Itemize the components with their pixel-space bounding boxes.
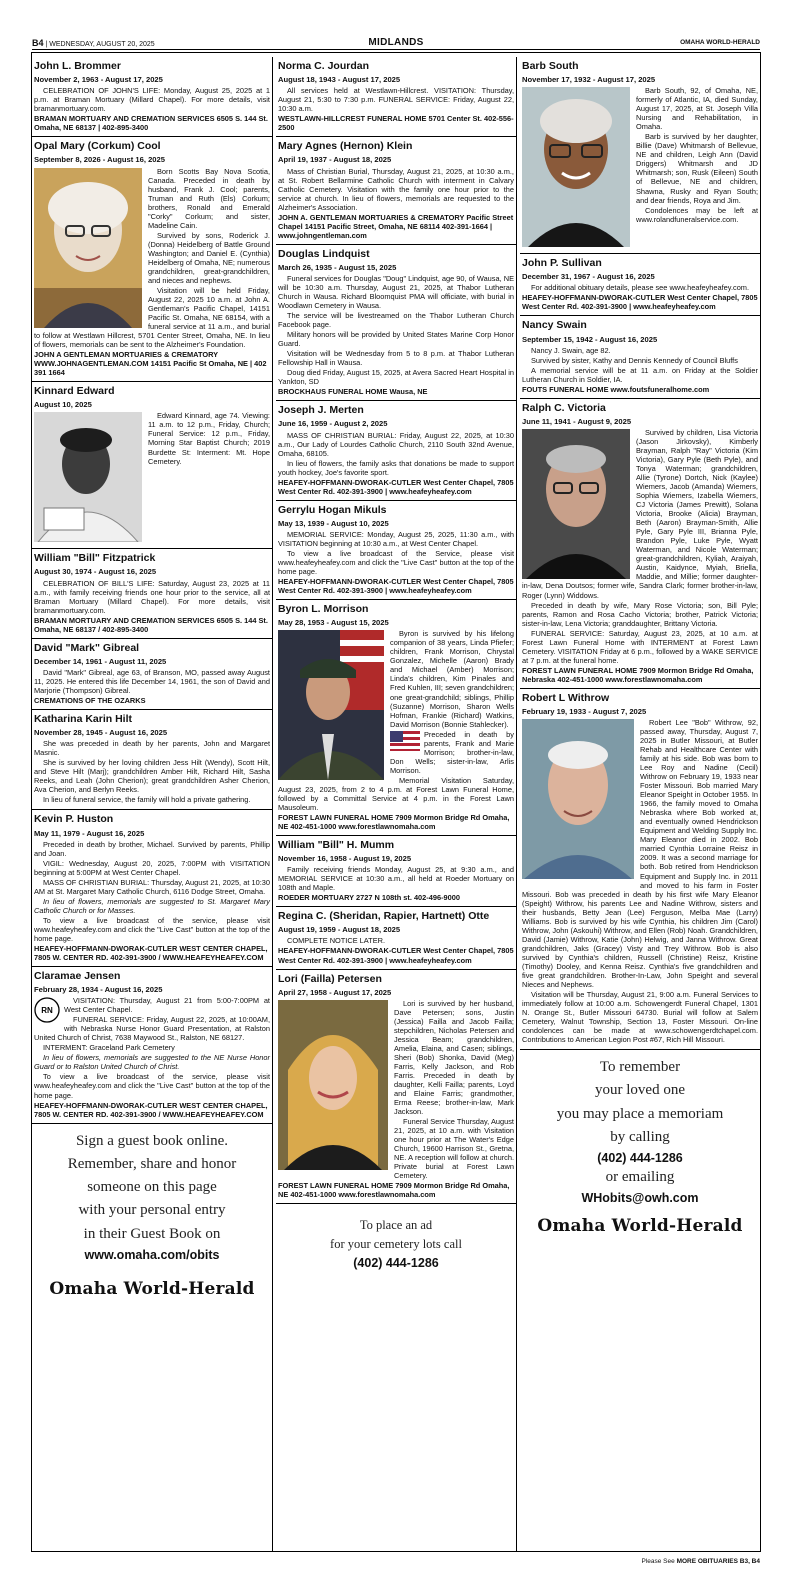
- obituary: [32, 382, 272, 549]
- guestbook-ad: [32, 1124, 272, 1300]
- obituary: [32, 137, 272, 382]
- obit-dates: February 28, 1934 - August 16, 2025: [34, 985, 163, 995]
- obit-name: Mary Agnes (Hernon) Klein: [278, 140, 413, 153]
- portrait-photo: [34, 412, 142, 542]
- obituary: [32, 639, 272, 710]
- obit-text: She was preceded in death by her parents, John and Margaret Masnic.: [34, 739, 270, 758]
- obit-dates: August 10, 2025: [34, 400, 92, 410]
- obit-text: Funeral Service Thursday, August 21, 2025, at 10 a.m. with Visitation one hour prior at The Water's Edge Church, 19600 Harrison St., Gretna, NE. A reception will follow at church. Private burial at Forest Lawn Cemetery.: [394, 1117, 514, 1181]
- obit-text: Survived by sister, Kathy and Dennis Kennedy of Council Bluffs: [531, 355, 738, 365]
- obituary: [520, 399, 760, 689]
- funeral-home: JOHN A. GENTLEMAN MORTUARIES & CREMATORY Pacific Street Chapel 14151 Pacific Street, Omaha, NE 68114 402-391-1664 | www.johngentleman.com: [278, 212, 514, 240]
- ad-text: by calling: [610, 1128, 670, 1145]
- obit-text: Born Scotts Bay Nova Scotia, Canada. Preceded in death by husband, Frank J. Cool; parents, Truman and Ruth (Els) Corkum; brothers, Ronald and Emerald "Corky" Corkum; and sister, Madeline Cain.: [148, 166, 270, 230]
- ad-text: you may place a memoriam: [556, 1105, 724, 1122]
- obit-text: Lori is survived by her husband, Dave Petersen; sons, Justin (Jessica) Failla and Jacob Failla; stepchildren, Nicholas Petersen and Jessica Beam; grandchildren, Amelia, Elaina, and Casen; siblings, Sheri (Bob) Shonka, David (Meg) Farris, Kelly Jackson, and Rob Farris. Preceded in death by daughter, Kelli Failla; parents, Loyd and Elaine Farris; grandmother, Erma Reese; brother-in-law, Mark Jackson.: [394, 998, 514, 1117]
- column-divider: [516, 57, 517, 1552]
- obit-text: Family receiving friends Monday, August 25, at 9:30 a.m., and MEMORIAL SERVICE at 10:30 a.m., all held at Roeder Mortuary on 108th and Maple.: [278, 865, 514, 893]
- obit-name: William "Bill" H. Mumm: [278, 838, 395, 851]
- obit-text: FUNERAL SERVICE: Friday, August 22, 2025, at 10:00AM, with Nebraska Nurse Honor Guard Presentation, at Ralston United Church of Christ, 7638 Maywood St., Ralston, NE 68127.: [34, 1015, 270, 1043]
- funeral-home: FOREST LAWN FUNERAL HOME 7909 Mormon Bridge Rd Omaha, NE 402-451-1000 www.forestlawnomaha.com: [278, 812, 510, 831]
- obit-dates: April 19, 1937 - August 18, 2025: [278, 155, 392, 165]
- funeral-home: JOHN A GENTLEMAN MORTUARIES & CREMATORY WWW.JOHNAGENTLEMAN.COM 14151 Pacific St Omaha, NE | 402 391 1664: [34, 350, 267, 378]
- obituary: [32, 57, 272, 137]
- issue-date: WEDNESDAY, AUGUST 20, 2025: [49, 41, 155, 48]
- obit-dates: August 18, 1943 - August 17, 2025: [278, 75, 401, 85]
- continuation-note: [642, 1558, 761, 1566]
- obituary: [520, 316, 760, 398]
- ad-email[interactable]: WHobits@owh.com: [581, 1191, 699, 1206]
- obit-name: Kinnard Edward: [34, 385, 115, 398]
- memoriam-ad: [520, 1050, 760, 1237]
- funeral-home: HEAFEY-HOFFMANN-DWORAK-CUTLER West Center Chapel, 7805 West Center Rd. 402-391-3900 | www.heafeyheafey.com: [522, 293, 758, 312]
- ad-text: your loved one: [595, 1082, 685, 1099]
- obit-text: Visitation will be Wednesday from 5 to 8 p.m. at Thabor Lutheran Fellowship Hall in Wausa.: [278, 349, 514, 368]
- obit-text: For additional obituary details, please see www.heafeyheafey.com.: [531, 283, 750, 293]
- continuation-prefix: Please See: [641, 1558, 675, 1566]
- portrait-photo: [522, 429, 630, 579]
- obit-name: Opal Mary (Corkum) Cool: [34, 140, 161, 153]
- obit-text: Nancy J. Swain, age 82.: [531, 345, 611, 355]
- funeral-home: HEAFEY-HOFFMANN-DWORAK-CUTLER West Center Chapel, 7805 West Center Rd. 402-391-3900 | www.heafeyheafey.com: [278, 946, 514, 965]
- obit-name: Regina C. (Sheridan, Rapier, Hartnett) Otte: [278, 910, 490, 923]
- funeral-home: HEAFEY-HOFFMANN-DWORAK-CUTLER West Center Chapel, 7805 West Center Rd. 402-391-3900 | www.heafeyheafey.com: [278, 577, 514, 596]
- column-2: [276, 57, 516, 1552]
- funeral-home: FOUTS FUNERAL HOME www.foutsfuneralhome.com: [522, 384, 710, 394]
- obituary: [276, 245, 516, 402]
- ad-text: in their Guest Book on: [83, 1225, 221, 1242]
- funeral-home: HEAFEY-HOFFMANN-DWORAK-CUTLER West Center Chapel, 7805 West Center Rd. 402-391-3900 | www.heafeyheafey.com: [278, 477, 514, 496]
- obituary: [276, 401, 516, 500]
- obituary: [276, 907, 516, 969]
- obit-text: Robert Lee "Bob" Withrow, 92, passed away, Thursday, August 7, 2025 in Butler Missouri, at Butler Rehab and Healthcare Center with family at his side. Bob was born to Lee Roy and Nadine (Cecil) Withrow on February 19, 1933 near Foster Missouri. Bob married Mary Eleanor Speight in October 1955. In 1966, the family moved to Omaha Nebraska where Bob worked at, and eventually owned Hendrickson Equipment and Welding Supply Inc. Mary Eleanor died in 2002. Bob married Cynthia Lorraine Reisz in 2009. It was a second marriage for both. Bob retired from Hendrickson Equipment and Supply Inc. in 2011 and moved to his farm in Foster Missouri. Bob was preceded in death by his first wife Mary Eleanor (Speight) Withrow, his parents Lee and Nadine Withrow, sisters and their husbands, Betty Jean (Lee) Ferguson, Melba Mae (Larry) Williams. Bob is survived by his wife Cynthia, his children Jim (Carol) Withrow, John (Askouhi) Withrow, and Ellen (Rob) Noah. Grandchildren, David (Jamie) Withrow, Katie (John) Helwig, and Janna Withrow. Great grandchildren, Jaks (Gracey) Visty and Trey Withrow. Bob is also survived by Cynthia's children, Russell (Christine) Reisz, Kristine (Timothy) Dooley, and Kenna Reisz. Cynthia's five grandchildren and five great grandchildren. Brother-In-Law, John Speight and several Nieces and Nephews.: [522, 717, 758, 989]
- ad-phone[interactable]: (402) 444-1286: [597, 1151, 683, 1166]
- ad-phone[interactable]: (402) 444-1286: [353, 1255, 439, 1270]
- obit-dates: April 27, 1958 - August 17, 2025: [278, 987, 392, 997]
- page-number: B4: [32, 38, 44, 48]
- obit-text: To view a live broadcast of the service, please visit www.heafeyheafey.com and click the "Live Cast" button at the top of the home page.: [34, 1072, 270, 1100]
- obituary: [32, 810, 272, 967]
- obit-dates: May 13, 1939 - August 10, 2025: [278, 518, 389, 528]
- obit-name: David "Mark" Gibreal: [34, 641, 140, 654]
- obit-name: Douglas Lindquist: [278, 247, 370, 260]
- portrait-photo: [278, 630, 384, 780]
- obit-dates: February 19, 1933 - August 7, 2025: [522, 706, 647, 716]
- obit-text: Survived by sons, Roderick J. (Donna) Heidelberg of Battle Ground Washington; and Daniel E. (Cynthia) Heidelberg of Omaha, NE; numerous grandchildren, great-grandchildren, and nieces and nephews.: [148, 230, 270, 285]
- obituary: [32, 710, 272, 810]
- obit-name: Kevin P. Huston: [34, 813, 114, 826]
- obit-text: She is survived by her loving children Jess Hilt (Wendy), Scott Hilt, and Steve Hilt (Marj); grandchildren Amber Hilt, Richard Hilt, Sasha Reeks, and Leah (John Cherion); great grandchildren Asher Cherion, Ava Cherion, and Berlyn Reeks.: [34, 758, 270, 795]
- ad-text: Remember, share and honor: [67, 1155, 237, 1172]
- obit-dates: June 11, 1941 - August 9, 2025: [522, 416, 632, 426]
- ad-text: To place an ad: [359, 1218, 433, 1233]
- newspaper-logo: Omaha World-Herald: [49, 1278, 255, 1299]
- obit-text: Byron is survived by his lifelong companion of 38 years, Linda Pfiefer; children, Frank Morrison, Chrystal Gonzalez, Michelle (Aaron) Brady and Michael (Amber) Morrison; Linda's children, Kim Pinales and Fred Kuhlen, III; seven grandchildren; one great-grandchild; siblings, Phillip (Suzanne) Morrison, Sharon Wells Hofman, Frankie (Richard) Watkins, David Morrison (Bonnie Stahlecker).: [390, 629, 514, 729]
- ad-text: for your cemetery lots call: [330, 1237, 462, 1252]
- portrait-photo: [522, 719, 634, 879]
- obit-dates: August 19, 1959 - August 18, 2025: [278, 925, 401, 935]
- funeral-home: HEAFEY-HOFFMANN-DWORAK-CUTLER WEST CENTER CHAPEL, 7805 W. CENTER RD. 402-391-3900 / WWW.HEAFEYHEAFEY.COM: [34, 943, 268, 962]
- obit-text: Military honors will be provided by United States Marine Corp Honor Guard.: [278, 330, 514, 349]
- flag-icon: [390, 731, 420, 751]
- obit-text: Visitation will be Thursday, August 21, 9:00 a.m. Funeral Services to immediately follow at 10:00 a.m. Schowengerdt Funeral Chapel, 1301 N. Orange St., Butler Missouri 64730. Burial will follow at Salem Cemetery, Walnut Township, Section 13, Foster Missouri. On-line condolences can be made at www.schowengerdtchapel.com. Contributions to American Legion Post #67, Rich Hill Missouri.: [522, 989, 758, 1045]
- obituary: [276, 600, 516, 836]
- obituary: [276, 57, 516, 137]
- obit-text: CELEBRATION OF BILL'S LIFE: Saturday, August 23, 2025 at 11 a.m., with family receiving friends one hour prior to the service, all at Braman Mortuary (Millard Chapel). For more details, visit bramanmortuary.com.: [34, 578, 270, 615]
- badge-text: RN: [41, 1006, 53, 1016]
- obit-dates: June 16, 1959 - August 2, 2025: [278, 419, 388, 429]
- obituary: [520, 57, 760, 254]
- obit-text: In lieu of flowers, the family asks that donations be made to support youth hockey, Joe's favorite sport.: [278, 458, 514, 477]
- column-1: [32, 57, 272, 1552]
- portrait-photo: [34, 168, 142, 328]
- funeral-home: BRAMAN MORTUARY AND CREMATION SERVICES 6505 S. 144 St. Omaha, NE 68137 | 402-895-3400: [34, 114, 268, 133]
- obit-text: All services held at Westlawn-Hillcrest. VISITATION: Thursday, August 21, 5:30 to 7:30 p.m. FUNERAL SERVICE: Friday, August 22, 10:30 a.m.: [278, 86, 514, 114]
- obit-text: Survived by children, Lisa Victoria (Jason Jirkovsky), Kimberly Brayman, Ralph "Ray" Victoria (Kim Victoria), Gary Pyle (Beth Pyle), and Tonya Waterman; grandchildren, Allie (Tyrone) Dortch, Nick (Kaylee) Wiemers, Jacob (Amanda) Wiemers, Sophia Wiemers, Izabella Wiemers, CJ Victoria (James Prewitt), Solana Victoria, Brooke (Alicia) Brayman, Beth (Aaron) Brayman-Smith, Allie Pyle, Gary Pyle III, Brianna Pyle, Brandon Pyle, Luke Pyle, Wyatt Waterman, and Nicole Waterman; great-grandchildren, Kyliah, Araiyah, Austin, Kaidynce, Myiah, Briella, Maddie, and Millie; former daughter-in-law, Dena Doutsos; former wife, Sandra Clark; former brother-in-law, Roger (Lynn) Widdows.: [522, 427, 758, 600]
- obit-text: The service will be livestreamed on the Thabor Lutheran Church Facebook page.: [278, 311, 514, 330]
- funeral-home: FOREST LAWN FUNERAL HOME 7909 Mormon Bridge Rd Omaha, NE 402-451-1000 www.forestlawnomaha.com: [278, 1181, 510, 1200]
- obit-name: John P. Sullivan: [522, 257, 602, 270]
- obit-text: MEMORIAL SERVICE: Monday, August 25, 2025, 11:30 a.m., with VISITATION beginning at 10:30 a.m., at West Center Chapel.: [278, 529, 514, 548]
- obit-name: Nancy Swain: [522, 319, 587, 332]
- obit-name: Norma C. Jourdan: [278, 60, 370, 72]
- column-divider: [272, 57, 273, 1552]
- obit-text: Preceded in death by parents, Frank and Marie Morrison; brother-in-law, Don Wells; sister-in-law, Arlis Morrison.: [390, 729, 514, 775]
- obit-text: In lieu of funeral service, the family will hold a private gathering.: [43, 795, 251, 805]
- paper-name: OMAHA WORLD-HERALD: [680, 39, 760, 46]
- obit-text: MASS OF CHRISTIAN BURIAL: Friday, August 22, 2025, at 10:30 a.m., Our Lady of Lourdes Catholic Church, 2110 South 32nd Avenue, Omaha, 68105.: [278, 430, 514, 458]
- portrait-photo: [522, 87, 630, 247]
- obit-text: COMPLETE NOTICE LATER.: [287, 936, 386, 946]
- continuation-text[interactable]: MORE OBITUARIES B3, B4: [676, 1558, 760, 1566]
- obituary: [520, 689, 760, 1050]
- ad-text: or emailing: [605, 1169, 675, 1186]
- obit-text: In lieu of flowers, memorials are suggested to St. Margaret Mary Catholic Church or for Masses.: [34, 896, 270, 915]
- obituary: [276, 836, 516, 907]
- obituary: [276, 137, 516, 244]
- obit-text: A memorial service will be at 11 a.m. on Friday at the Soldier Lutheran Church in Soldier, IA.: [522, 365, 758, 384]
- section-title: MIDLANDS: [368, 37, 424, 48]
- portrait-photo: [278, 1000, 388, 1170]
- obit-text: Barb is survived by her daughter, Billie (Dave) Whitmarsh of Bellevue, NE and children, Leigh Ann (David Driggers) Whitmarsh and JD Whitmarsh; son, Rusk (Eileen) South of Bellevue, NE and children, Shawna, Rusky and Ryan South; and dear friends, Roya and Jim.: [636, 132, 758, 205]
- obit-text: Preceded in death by brother, Michael. Survived by parents, Phillip and Joan.: [34, 839, 270, 858]
- obit-text: Preceded in death by wife, Mary Rose Victoria; son, Bill Pyle; parents, Ramon and Rosa Cacho Victoria; brother, Patrick Victoria; sister-in-law, Lena Victoria; granddaughter, Brittany Victoria.: [522, 600, 758, 628]
- obit-text: Memorial Visitation Saturday, August 23, 2025, from 2 to 4 p.m. at Forest Lawn Funeral Home, followed by a Committal Service at 4 p.m. in the Forest Lawn Mausoleum.: [278, 775, 514, 812]
- obit-name: William "Bill" Fitzpatrick: [34, 552, 156, 565]
- obit-text: In lieu of flowers, memorials are suggested to the NE Nurse Honor Guard or to Ralston United Church of Christ.: [34, 1053, 270, 1072]
- obit-name: Joseph J. Merten: [278, 404, 364, 417]
- obit-text: INTERMENT: Graceland Park Cemetery: [43, 1043, 175, 1053]
- ad-text: someone on this page: [87, 1179, 217, 1196]
- obit-dates: December 31, 1967 - August 16, 2025: [522, 272, 655, 282]
- masthead: B4 | WEDNESDAY, AUGUST 20, 2025 MIDLANDS OMAHA WORLD-HERALD: [32, 37, 760, 48]
- funeral-home: BROCKHAUS FUNERAL HOME Wausa, NE: [278, 387, 428, 397]
- newspaper-logo: Omaha World-Herald: [537, 1216, 743, 1237]
- obit-text: To view a live broadcast of the Service, please visit www.heafeyheafey.com and click the "Live Cast" button at the top of the home page.: [278, 548, 514, 577]
- obit-dates: November 17, 1932 - August 17, 2025: [522, 75, 656, 85]
- obit-dates: May 11, 1979 - August 16, 2025: [34, 828, 145, 838]
- ad-text: with your personal entry: [78, 1202, 226, 1219]
- obit-name: Barb South: [522, 60, 579, 72]
- ad-text: Sign a guest book online.: [75, 1132, 229, 1149]
- guestbook-link[interactable]: www.omaha.com/obits: [84, 1247, 220, 1262]
- obit-text: Condolences may be left at www.rolandfuneralservice.com.: [636, 205, 758, 224]
- funeral-home: FOREST LAWN FUNERAL HOME 7909 Mormon Bridge Rd Omaha, Nebraska 402-451-1000 www.forestlawnomaha.com: [522, 665, 754, 684]
- obit-text: CELEBRATION OF JOHN'S LIFE: Monday, August 25, 2025 at 1 p.m. at Braman Mortuary (Millard Chapel). For more details, visit bramanmortuary.com.: [34, 86, 270, 114]
- obit-name: Katharina Karin Hilt: [34, 713, 133, 726]
- obit-dates: September 8, 2026 - August 16, 2025: [34, 155, 165, 165]
- ad-text: To remember: [599, 1059, 681, 1076]
- obit-name: Claramae Jensen: [34, 970, 121, 983]
- obit-name: Byron L. Morrison: [278, 603, 369, 616]
- funeral-home: CREMATIONS OF THE OZARKS: [34, 696, 146, 706]
- obit-dates: November 16, 1958 - August 19, 2025: [278, 854, 412, 864]
- funeral-home: ROEDER MORTUARY 2727 N 108th st. 402-496-9000: [278, 893, 460, 903]
- obituary: [32, 549, 272, 638]
- funeral-home: BRAMAN MORTUARY AND CREMATION SERVICES 6505 S. 144 St. Omaha, NE 68137 / 402-895-3400: [34, 615, 268, 634]
- nurse-badge-icon: [34, 997, 60, 1023]
- obit-name: Lori (Failla) Petersen: [278, 972, 382, 985]
- obit-dates: December 14, 1961 - August 11, 2025: [34, 656, 167, 666]
- obituary: [520, 254, 760, 316]
- obituary: [276, 970, 516, 1205]
- obit-dates: March 26, 1935 - August 15, 2025: [278, 262, 397, 272]
- obit-dates: August 30, 1974 - August 16, 2025: [34, 567, 157, 577]
- obit-text: David "Mark" Gibreal, age 63, of Branson, MO, passed away August 11, 2025. He entered this life December 14, 1961, the son of David and Marjorie (Thompson) Gibreal.: [34, 667, 270, 695]
- obit-text: Doug died Friday, August 15, 2025, at Avera Sacred Heart Hospital in Yankton, SD: [278, 368, 514, 387]
- obit-dates: November 28, 1945 - August 16, 2025: [34, 728, 168, 738]
- obit-text: FUNERAL SERVICE: Saturday, August 23, 2025, at 10 a.m. at Forest Lawn Funeral Home with INTERMENT at Forest Lawn Cemetery. VISITATION Friday at 6 p.m., followed by a WAKE SERVICE at 7 p.m. at the funeral home.: [522, 628, 758, 665]
- cemetery-ad: [276, 1204, 516, 1271]
- obit-name: Gerrylu Hogan Mikuls: [278, 503, 387, 516]
- obit-text: To view a live broadcast of the service, please visit www.heafeyheafey.com and click the "Live Cast" button at the top of the home page.: [34, 915, 270, 943]
- funeral-home: HEAFEY-HOFFMANN-DWORAK-CUTLER WEST CENTER CHAPEL, 7805 W. CENTER RD. 402-391-3900 / WWW.HEAFEYHEAFEY.COM: [34, 1100, 268, 1119]
- obit-text: Mass of Christian Burial, Thursday, August 21, 2025, at 10:30 a.m., at St. Robert Bellarmine Catholic Church with interment in Calvary Catholic Cemetery. Visitation with the family one hour prior to the service at church. In lieu of flowers, memorials are requested to the Alzheimer's Association.: [278, 166, 514, 212]
- obit-name: Ralph C. Victoria: [522, 401, 606, 414]
- obit-text: MASS OF CHRISTIAN BURIAL: Thursday, August 21, 2025, at 10:30 AM at St. Margaret Mary Catholic Church, 6116 Dodge Street, Omaha.: [34, 877, 270, 896]
- obituary: [32, 967, 272, 1124]
- obituary: [276, 501, 516, 600]
- obit-dates: September 15, 1942 - August 16, 2025: [522, 334, 658, 344]
- obit-text: Edward Kinnard, age 74. Viewing: 11 a.m. to 12 p.m., Friday, Church; Funeral Service: 12 p.m., Friday, Morning Star Baptist Church; 2019 Burdette St: Interment: Mt. Hope Cemetery.: [148, 411, 270, 466]
- obit-text: Visitation will be held Friday, August 22, 2025 10 a.m. at John A. Gentleman's Pacific Chapel, 14151 Pacific St. Omaha, NE 68154, with a funeral service at 11 a.m., and burial to follow at Westlawn Hillcrest, 5701 Center Street, Omaha, NE. In lieu of flowers, memorials can be sent to the Alzheimer's Foundation.: [34, 285, 270, 350]
- obit-text: VIGIL: Wednesday, August 20, 2025, 7:00PM with VISITATION beginning at 5:00PM at West Center Chapel.: [34, 858, 270, 877]
- obit-name: Robert L Withrow: [522, 691, 610, 704]
- obit-dates: May 28, 1953 - August 15, 2025: [278, 618, 389, 628]
- obit-dates: November 2, 1963 - August 17, 2025: [34, 75, 163, 85]
- obit-name: John L. Brommer: [34, 60, 121, 72]
- obit-text: Funeral services for Douglas "Doug" Lindquist, age 90, of Wausa, NE will be 10:30 a.m. Thursday, August 21, 2025, at Thabor Lutheran Church in Wausa. Richard Bloomquist PMA will officiate, with burial in Woodlawn Cemetery in Wausa.: [278, 273, 514, 311]
- obit-text: Barb South, 92, of Omaha, NE, formerly of Atlantic, IA, died Sunday, August 17, 2025, at St. Joseph Villa Nursing and Rehabilitation, in Omaha.: [636, 86, 758, 132]
- obit-text: VISITATION: Thursday, August 21 from 5:00-7:00PM at West Center Chapel.: [64, 996, 270, 1015]
- column-3: [520, 57, 760, 1552]
- funeral-home: WESTLAWN-HILLCREST FUNERAL HOME 5701 Center St. 402-556-2500: [278, 114, 514, 133]
